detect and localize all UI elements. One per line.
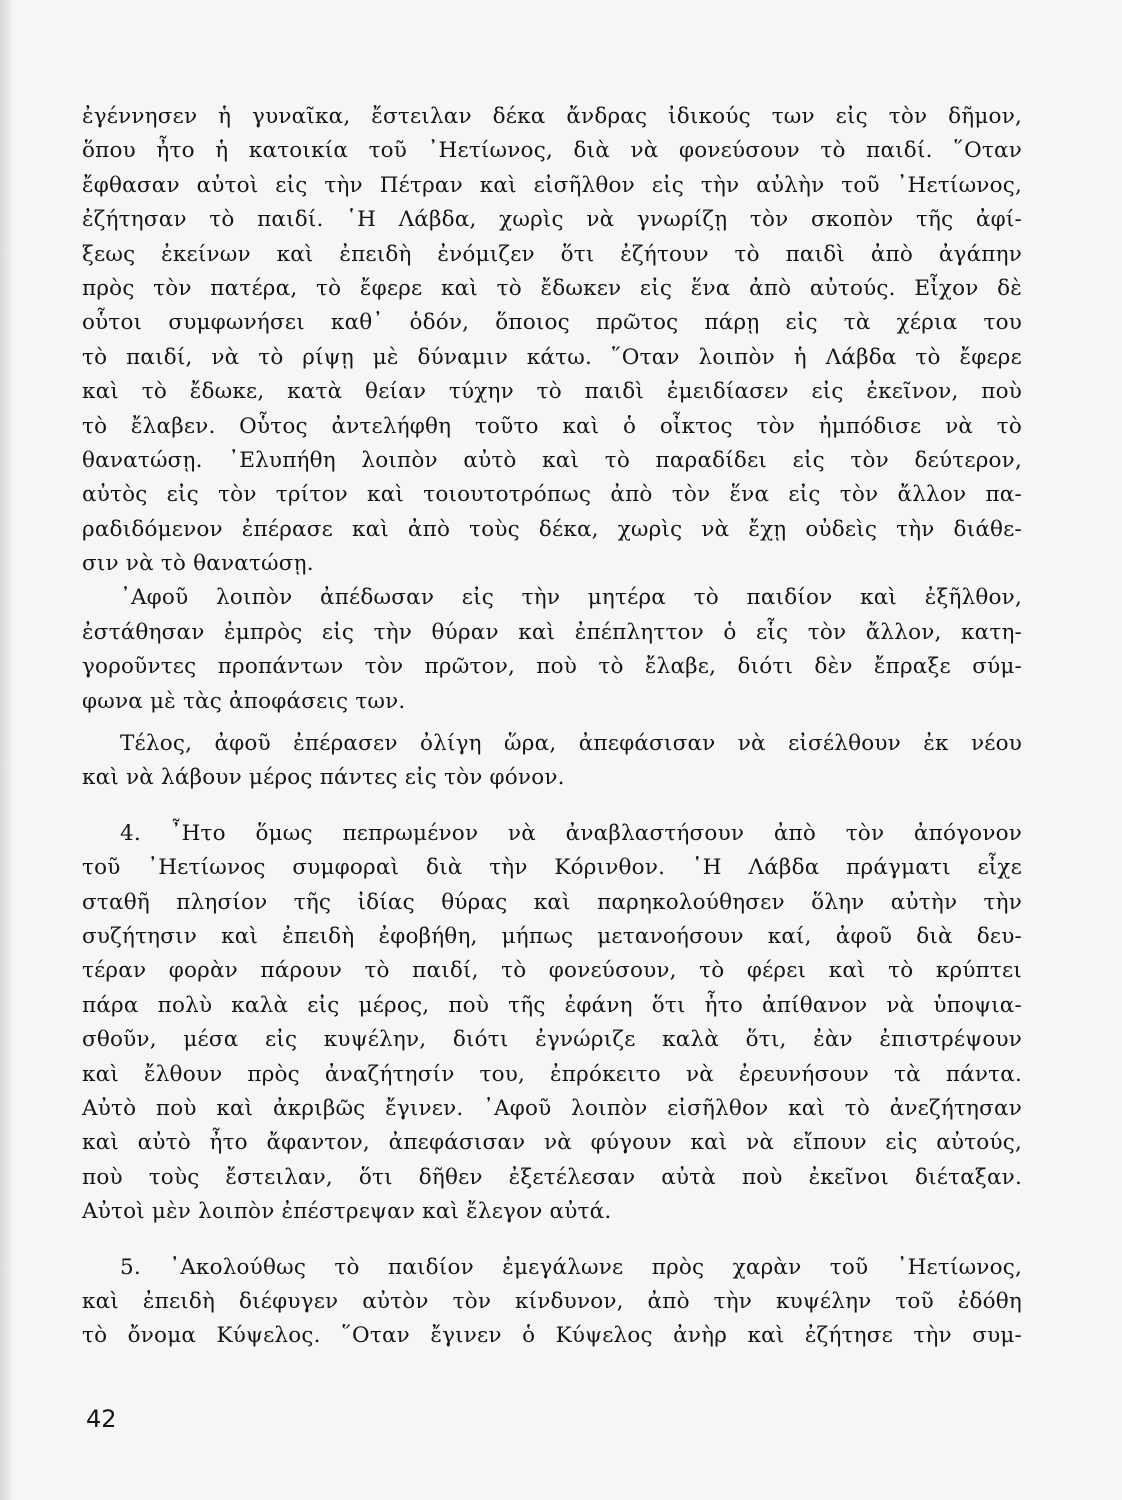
text-line: Αὐτὸ ποὺ καὶ ἀκριβῶς ἔγινεν. ᾽Αφοῦ λοιπὸν εἰσῆλθον καὶ τὸ ἀνεζήτησαν: [82, 1095, 1022, 1121]
text-line: τέραν φορὰν πάρουν τὸ παιδί, τὸ φονεύσουν, τὸ φέρει καὶ τὸ κρύπτει: [82, 958, 1022, 984]
text-line: Τέλος, ἀφοῦ ἐπέρασεν ὀλίγη ὥρα, ἀπεφάσισαν νὰ εἰσέλθουν ἐκ νέου: [120, 731, 1022, 757]
text-line: τὸ παιδί, νὰ τὸ ρίψῃ μὲ δύναμιν κάτω. ῞Οταν λοιπὸν ἡ Λάβδα τὸ ἔφερε: [82, 344, 1022, 370]
text-line: ραδιδόμενον ἐπέρασε καὶ ἀπὸ τοὺς δέκα, χωρὶς νὰ ἔχῃ οὐδεὶς τὴν διάθε-: [82, 516, 1022, 542]
text-line: θανατώσῃ. ᾽Ελυπήθη λοιπὸν αὐτὸ καὶ τὸ παραδίδει εἰς τὸν δεύτερον,: [82, 447, 1022, 473]
text-line: ἔφθασαν αὐτοὶ εἰς τὴν Πέτραν καὶ εἰσῆλθον εἰς τὴν αὐλὴν τοῦ ᾽Ηετίωνος,: [82, 172, 1022, 198]
text-line: ἐζήτησαν τὸ παιδί. ῾Η Λάβδα, χωρὶς νὰ γνωρίζῃ τὸν σκοπὸν τῆς ἀφί-: [82, 207, 1022, 233]
text-line: ἐγέννησεν ἡ γυναῖκα, ἔστειλαν δέκα ἄνδρας ἰδικούς των εἰς τὸν δῆμον,: [82, 104, 1022, 129]
paragraph-spacer: [82, 719, 1022, 727]
text-line: καὶ ἔλθουν πρὸς ἀναζήτησίν του, ἐπρόκειτο νὰ ἐρευνήσουν τὰ πάντα.: [82, 1061, 1022, 1087]
text-line: σθοῦν, μέσα εἰς κυψέλην, διότι ἐγνώριζε καλὰ ὅτι, ἐὰν ἐπιστρέψουν: [82, 1027, 1022, 1053]
text-line: πρὸς τὸν πατέρα, τὸ ἔφερε καὶ τὸ ἔδωκεν εἰς ἕνα ἀπὸ αὐτούς. Εἶχον δὲ: [82, 275, 1022, 301]
text-line: καὶ τὸ ἔδωκε, κατὰ θείαν τύχην τὸ παιδὶ ἐμειδίασεν εἰς ἐκεῖνον, ποὺ: [82, 379, 1022, 405]
paragraph: [82, 581, 1022, 719]
text-line: καὶ αὐτὸ ἦτο ἄφαντον, ἀπεφάσισαν νὰ φύγουν καὶ νὰ εἴπουν εἰς αὐτούς,: [82, 1130, 1022, 1156]
paragraph: [82, 817, 1022, 1230]
text-line: γοροῦντες προπάντων τὸν πρῶτον, ποὺ τὸ ἔλαβε, διότι δὲν ἔπραξε σύμ-: [82, 654, 1022, 680]
paragraph: [82, 100, 1022, 581]
text-line: ποὺ τοὺς ἔστειλαν, ὅτι δῆθεν ἐξετέλεσαν αὐτὰ ποὺ ἐκεῖνοι διέταξαν.: [82, 1164, 1022, 1190]
text-line: 5. ᾽Ακολούθως τὸ παιδίον ἐμεγάλωνε πρὸς χαρὰν τοῦ ᾽Ηετίωνος,: [120, 1254, 1022, 1280]
text-line: συζήτησιν καὶ ἐπειδὴ ἐφοβήθη, μήπως μετανοήσουν καί, ἀφοῦ διὰ δευ-: [82, 923, 1022, 949]
text-line: τοῦ ᾽Ηετίωνος συμφοραὶ διὰ τὴν Κόρινθον. ῾Η Λάβδα πράγματι εἶχε: [82, 855, 1022, 881]
text-line: 4. ῏Ητο ὅμως πεπρωμένον νὰ ἀναβλαστήσουν ἀπὸ τὸν ἀπόγονον: [120, 820, 1022, 846]
paragraph-spacer: [82, 796, 1022, 817]
text-line: σταθῆ πλησίον τῆς ἰδίας θύρας καὶ παρηκολούθησεν ὅλην αὐτὴν τὴν: [82, 889, 1022, 915]
text-line: αὐτὸς εἰς τὸν τρίτον καὶ τοιουτοτρόπως ἀπὸ τὸν ἕνα εἰς τὸν ἄλλον πα-: [82, 482, 1022, 508]
text-line: ξεως ἐκείνων καὶ ἐπειδὴ ἐνόμιζεν ὅτι ἐζήτουν τὸ παιδὶ ἀπὸ ἀγάπην: [82, 241, 1022, 267]
text-line: ὅπου ἦτο ἡ κατοικία τοῦ ᾽Ηετίωνος, διὰ νὰ φονεύσουν τὸ παιδί. ῞Οταν: [82, 138, 1022, 164]
text-line: οὗτοι συμφωνήσει καθ᾽ ὁδόν, ὅποιος πρῶτος πάρῃ εἰς τὰ χέρια του: [82, 310, 1022, 336]
paragraph-spacer: [82, 1230, 1022, 1251]
text-line: ᾽Αφοῦ λοιπὸν ἀπέδωσαν εἰς τὴν μητέρα τὸ παιδίον καὶ ἐξῆλθον,: [120, 585, 1022, 611]
text-line: φωνα μὲ τὰς ἀποφάσεις των.: [82, 688, 406, 714]
text-line: τὸ ὄνομα Κύψελος. ῞Οταν ἔγινεν ὁ Κύψελος ἀνὴρ καὶ ἐζήτησε τὴν συμ-: [82, 1323, 1022, 1349]
text-line: καὶ ἐπειδὴ διέφυγεν αὐτὸν τὸν κίνδυνον, ἀπὸ τὴν κυψέλην τοῦ ἐδόθη: [82, 1288, 1022, 1314]
text-line: τὸ ἔλαβεν. Οὗτος ἀντελήφθη τοῦτο καὶ ὁ οἶκτος τὸν ἠμπόδισε νὰ τὸ: [82, 413, 1022, 439]
text-line: ἐστάθησαν ἐμπρὸς εἰς τὴν θύραν καὶ ἐπέπληττον ὁ εἷς τὸν ἄλλον, κατη-: [82, 619, 1022, 645]
body-text: [82, 100, 1022, 1354]
paragraph: [82, 1251, 1022, 1354]
paragraph: [82, 727, 1022, 796]
page-number: 42: [86, 1405, 117, 1433]
text-line: καὶ νὰ λάβουν μέρος πάντες εἰς τὸν φόνον.: [82, 765, 565, 791]
text-line: Αὐτοὶ μὲν λοιπὸν ἐπέστρεψαν καὶ ἔλεγον αὐτά.: [82, 1199, 612, 1225]
text-line: πάρα πολὺ καλὰ εἰς μέρος, ποὺ τῆς ἐφάνη ὅτι ἦτο ἀπίθανον νὰ ὑποψια-: [82, 992, 1022, 1018]
text-line: σιν νὰ τὸ θανατώσῃ.: [82, 551, 314, 577]
